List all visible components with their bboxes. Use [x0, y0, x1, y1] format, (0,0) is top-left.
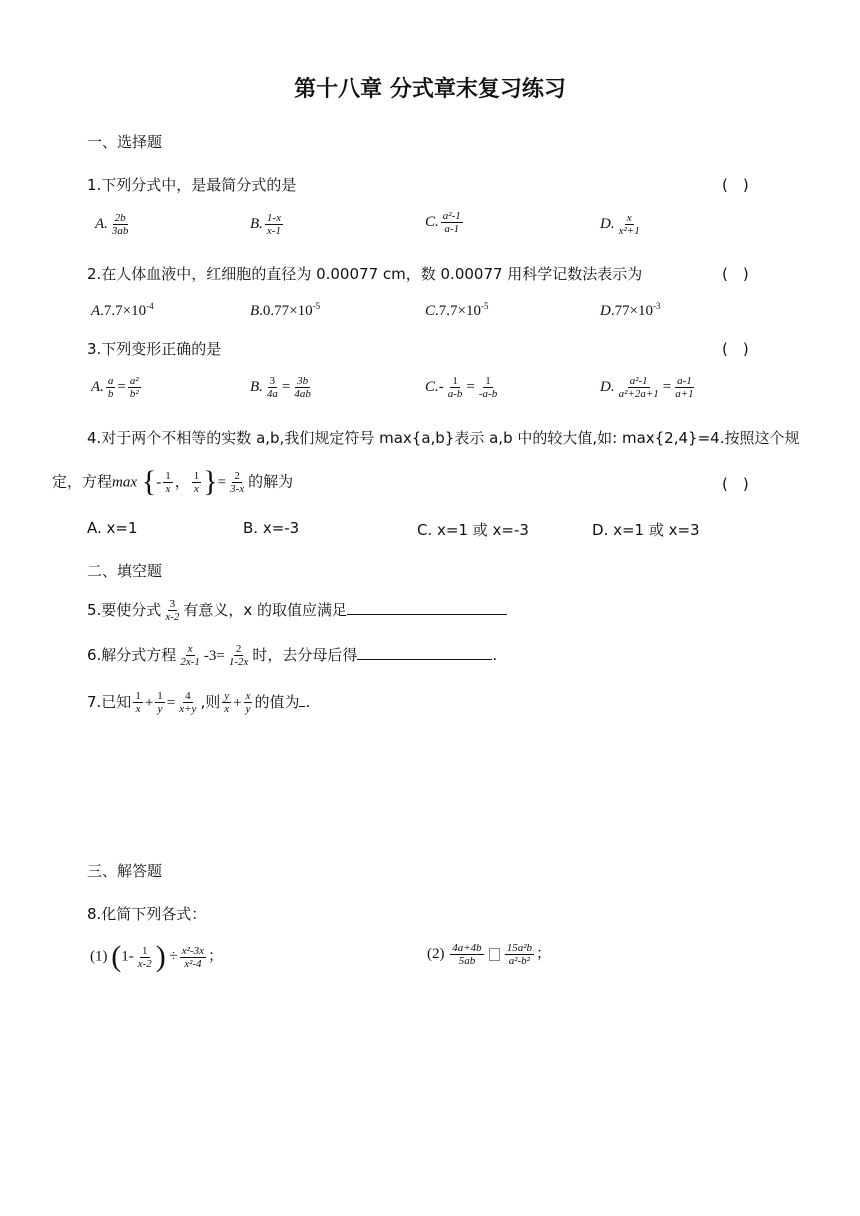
answer-paren: ( ) — [722, 340, 749, 358]
section-solve: 三、解答题 — [87, 862, 163, 880]
question-1-stem: 1.下列分式中，是最简分式的是 — [87, 176, 297, 194]
q2-option-d: $D.77\times 10^{-3}$ — [600, 301, 661, 319]
q4-option-c: C. x=1 或 x=-3 — [417, 521, 529, 539]
q1-option-a: A. $\frac{2b}{3ab}$ — [95, 212, 129, 237]
section-fill-blank: 二、填空题 — [87, 562, 163, 580]
q8-part-1: (1) (1- $\frac{1}{x-2}$ ) ÷ $\frac{\text{x²-3x}}{\text{x²-4}}$ ； — [90, 940, 224, 973]
q2-option-a: $A.7.7\times 10^{-4}$ — [91, 301, 154, 319]
question-2-stem: 2.在人体血液中，红细胞的直径为 0.00077 cm，数 0.00077 用科学记数法表示为 — [87, 265, 643, 283]
q8-part-2: (2) $\frac{4a+4b}{5ab}$ $\frac{\text{15a²b}}{\text{a²-b²}}$ ； — [427, 942, 552, 968]
question-3-stem: 3.下列变形正确的是 — [87, 340, 222, 358]
q2-option-c: $C.7.7\times 10^{-5}$ — [425, 301, 489, 319]
question-4-line-1: 4.对于两个不相等的实数 a,b,我们规定符号 max{a,b}表示 a,b 中的较大值,如: max{2,4}=4.按照这个规 — [87, 429, 800, 447]
page-title: 第十八章 分式章末复习练习 — [294, 77, 566, 102]
q3-option-c: C.- $\frac{1}{a-b}$ = $\frac{1}{-a-b}$ — [425, 375, 498, 400]
answer-blank — [347, 600, 507, 615]
section-choice: 一、选择题 — [87, 133, 163, 151]
q4-option-a: A. x=1 — [87, 519, 138, 537]
q3-option-a: A. $\frac{a}{b}$ = $\frac{\text{a²}}{\text{b²}}$ — [91, 375, 139, 400]
q1-option-d: D. $\frac{x}{\text{x²+1}}$ — [600, 212, 640, 237]
q1-option-b: B. $\frac{1-x}{x-1}$ — [250, 212, 281, 237]
question-8-stem: 8.化简下列各式： — [87, 905, 207, 923]
q4-option-d: D. x=1 或 x=3 — [592, 521, 700, 539]
q3-option-d: D. $\frac{\text{a²-1}}{\text{a²+2a+1}}$ = $\frac{a-1}{a+1}$ — [600, 375, 694, 400]
q1-option-c: C. $\frac{\text{a²-1}}{a-1}$ — [425, 210, 461, 235]
question-4-line-2: 定，方程max {- $\frac{1}{x}$ ， $\frac{1}{x}$ }= $\frac{2}{3-x}$ 的解为 — [52, 465, 294, 498]
question-5: 5.要使分式 $\frac{3}{x-2}$ 有意义，x 的取值应满足 — [87, 598, 507, 623]
missing-operator-glyph — [489, 948, 500, 961]
q2-option-b: $B.0.77\times 10^{-5}$ — [250, 301, 321, 319]
answer-blank — [357, 645, 492, 660]
question-7: 7.已知 $\frac{1}{x}$ + $\frac{1}{y}$ = $\frac{4}{x+y}$ ,则 $\frac{y}{x}$ + $\frac{x}{y}$ 的值为 . — [87, 690, 311, 715]
answer-paren: ( ) — [722, 265, 749, 283]
answer-paren: ( ) — [722, 176, 749, 194]
question-6: 6.解分式方程 $\frac{x}{2x-1}$ -3= $\frac{2}{1-2x}$ 时，去分母后得 . — [87, 643, 498, 668]
q4-option-b: B. x=-3 — [243, 519, 300, 537]
answer-paren: ( ) — [722, 475, 749, 493]
q3-option-b: B. $\frac{3}{4a}$ = $\frac{3b}{4ab}$ — [250, 375, 311, 400]
